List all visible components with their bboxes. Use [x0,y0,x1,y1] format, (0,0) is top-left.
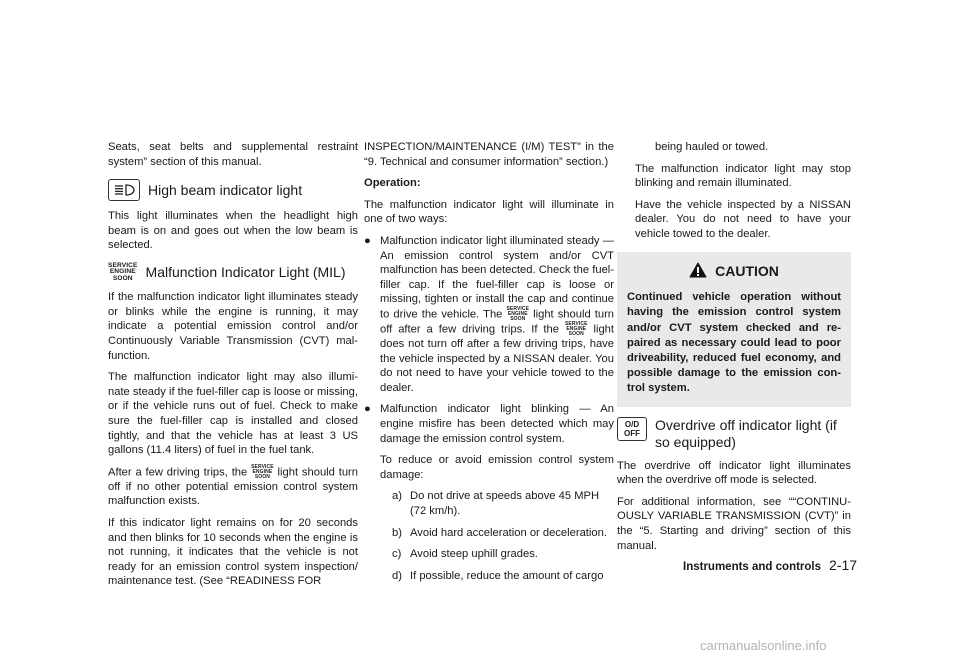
paragraph: This light illuminates when the headlight high beam is on and goes out when the low beam is selected. [108,210,358,252]
paragraph: The malfunction indicator light may also illumi-nate steady if the fuel-filler cap is loose or missing, or if the vehicle runs out of fuel. Check to make sure the fuel-filler cap is installed and closed tightly, and that the vehicle has at least 3 US gallons (11.4 liters) of fuel in the fuel tank. [108,371,358,457]
caution-text: Continued vehicle operation without having the emission control system and/or CVT system checked and re-paired as necessary could lead to poor driveability, reduced fuel economy, and possible damage to the emission con-trol system. [627,291,841,395]
paragraph: INSPECTION/MAINTENANCE (I/M) TEST” in the “9. Technical and consumer information” section.) [364,141,614,168]
column-2 [364,140,614,590]
section-heading-high-beam [108,179,358,201]
paragraph: To reduce or avoid emission control system damage: [380,454,614,481]
footer-section-title: Instruments and controls [683,561,822,573]
paragraph: The malfunction indicator light may stop blinking and remain illuminated. [635,162,851,190]
watermark: carmanualsonline.info [700,638,827,653]
list-item: ● Malfunction indicator light blinking — An engine misfire has been detected which may damage the emission control system. [364,403,614,445]
overdrive-off-icon: O/D OFF [617,417,647,441]
heading-text: High beam indicator light [148,181,303,198]
list-item: b) Avoid hard acceleration or deceleration. [392,526,607,539]
warning-triangle-icon [689,262,707,281]
paragraph: For additional information, see ““CONTINU-OUSLY VARIABLE TRANSMISSION (CVT)” in the “5. Starting and driving” section of this manual. [617,495,851,552]
heading-text: Overdrive off indicator light (if so equipped) [655,416,837,450]
column-3 [617,140,851,560]
paragraph: The malfunction indicator light will illuminate in one of two ways: [364,198,614,226]
service-engine-soon-icon: SERVICE ENGINE SOON [108,261,138,282]
paragraph: Seats, seat belts and supplemental restraint system” section of this manual. [108,141,358,168]
high-beam-icon [108,179,140,201]
caution-box [617,252,851,407]
section-heading-mil [108,263,358,282]
operation-label: Operation: [364,177,421,190]
service-engine-soon-icon: SERVICE ENGINE SOON [506,305,530,322]
paragraph: Have the vehicle inspected by a NISSAN dealer. You do not need to have your vehicle towed to the dealer. [635,198,851,240]
paragraph: The overdrive off indicator light illuminates when the overdrive off mode is selected. [617,459,851,487]
caution-title: CAUTION [627,262,841,281]
list-item: a) Do not drive at speeds above 45 MPH (72 km/h). [392,490,600,517]
page-number: 2-17 [829,557,858,573]
section-heading-overdrive [617,417,851,451]
heading-text: Malfunction Indicator Light (MIL) [145,264,346,281]
paragraph: being hauled or towed. [655,141,769,153]
paragraph: If this indicator light remains on for 20 seconds and then blinks for 10 seconds when the engine is not running, it indicates that the vehicle is not ready for an emission control system inspection/ maintenance test. (See “READINESS FOR [108,516,358,588]
list-item: d) If possible, reduce the amount of cargo [392,569,604,582]
list-item: ● Malfunction indicator light illuminated steady — An emission control system and/or CVT malfunction has been detected. Check the fuel-filler cap. If the fuel-filler cap is loose or missing, tighten or install the cap and continue to drive the vehicle. The SERVICE ENGINE SOON light should turn off after a few driving trips. If the SERVICE ENGINE SOON light does not turn off after a few driving trips, have the vehicle inspected by a NISSAN dealer. You do not need to have your vehicle towed to the dealer. [364,234,615,394]
service-engine-soon-icon: SERVICE ENGINE SOON [251,463,274,480]
bullet-icon: ● [364,403,371,416]
column-1 [108,140,358,596]
list-item: c) Avoid steep uphill grades. [392,548,538,561]
page-footer [683,557,857,573]
paragraph: If the malfunction indicator light illuminates steady or blinks while the engine is running, it may indicate a potential emission control and/or Continuously Variable Transmission (CVT) mal-function. [108,291,358,362]
paragraph: After a few driving trips, the SERVICE ENGINE SOON light should turn off if no other potential emission control system malfunction exists. [108,463,358,508]
bullet-icon: ● [364,234,371,247]
service-engine-soon-icon: SERVICE ENGINE SOON [564,320,588,337]
